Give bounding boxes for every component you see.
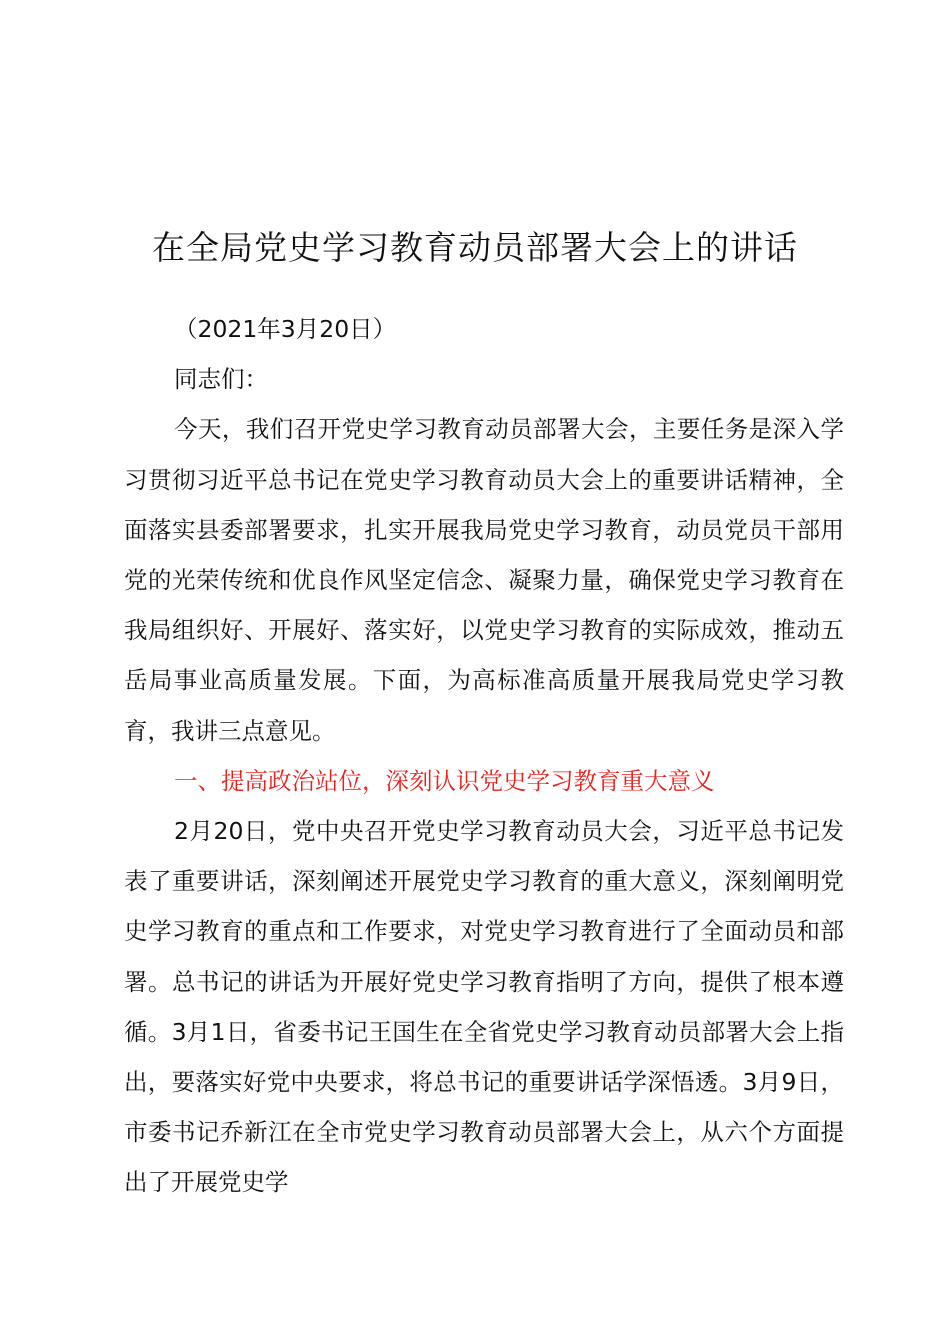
- section-paragraph: 2月20日，党中央召开党史学习教育动员大会，习近平总书记发表了重要讲话，深刻阐述开展党史学习教育的重大意义，深刻阐明党史学习教育的重点和工作要求，对党史学习教育进行了全面动员和部署。总书记的讲话为开展好党史学习教育指明了方向，提供了根本遵循。3月1日，省委书记王国生在全省党史学习教育动员部署大会上指出，要落实好党中央要求，将总书记的重要讲话学深悟透。3月9日，市委书记乔新江在全市党史学习教育动员部署大会上，从六个方面提出了开展党史学: [124, 817, 844, 1197]
- speech-date: （2021年3月20日）: [174, 315, 397, 343]
- intro-paragraph: 今天，我们召开党史学习教育动员部署大会，主要任务是深入学习贯彻习近平总书记在党史学习教育动员大会上的重要讲话精神，全面落实县委部署要求，扎实开展我局党史学习教育，动员党员干部用党的光荣传统和优良作风坚定信念、凝聚力量，确保党史学习教育在我局组织好、开展好、落实好，以党史学习教育的实际成效，推动五岳局事业高质量发展。下面，为高标准高质量开展我局党史学习教育，我讲三点意见。: [124, 415, 844, 745]
- document-title: 在全局党史学习教育动员部署大会上的讲话: [152, 228, 798, 267]
- section-heading: 一、提高政治站位，深刻认识党史学习教育重大意义: [174, 766, 715, 795]
- salutation: 同志们：: [174, 365, 268, 394]
- document-body: [124, 304, 844, 1208]
